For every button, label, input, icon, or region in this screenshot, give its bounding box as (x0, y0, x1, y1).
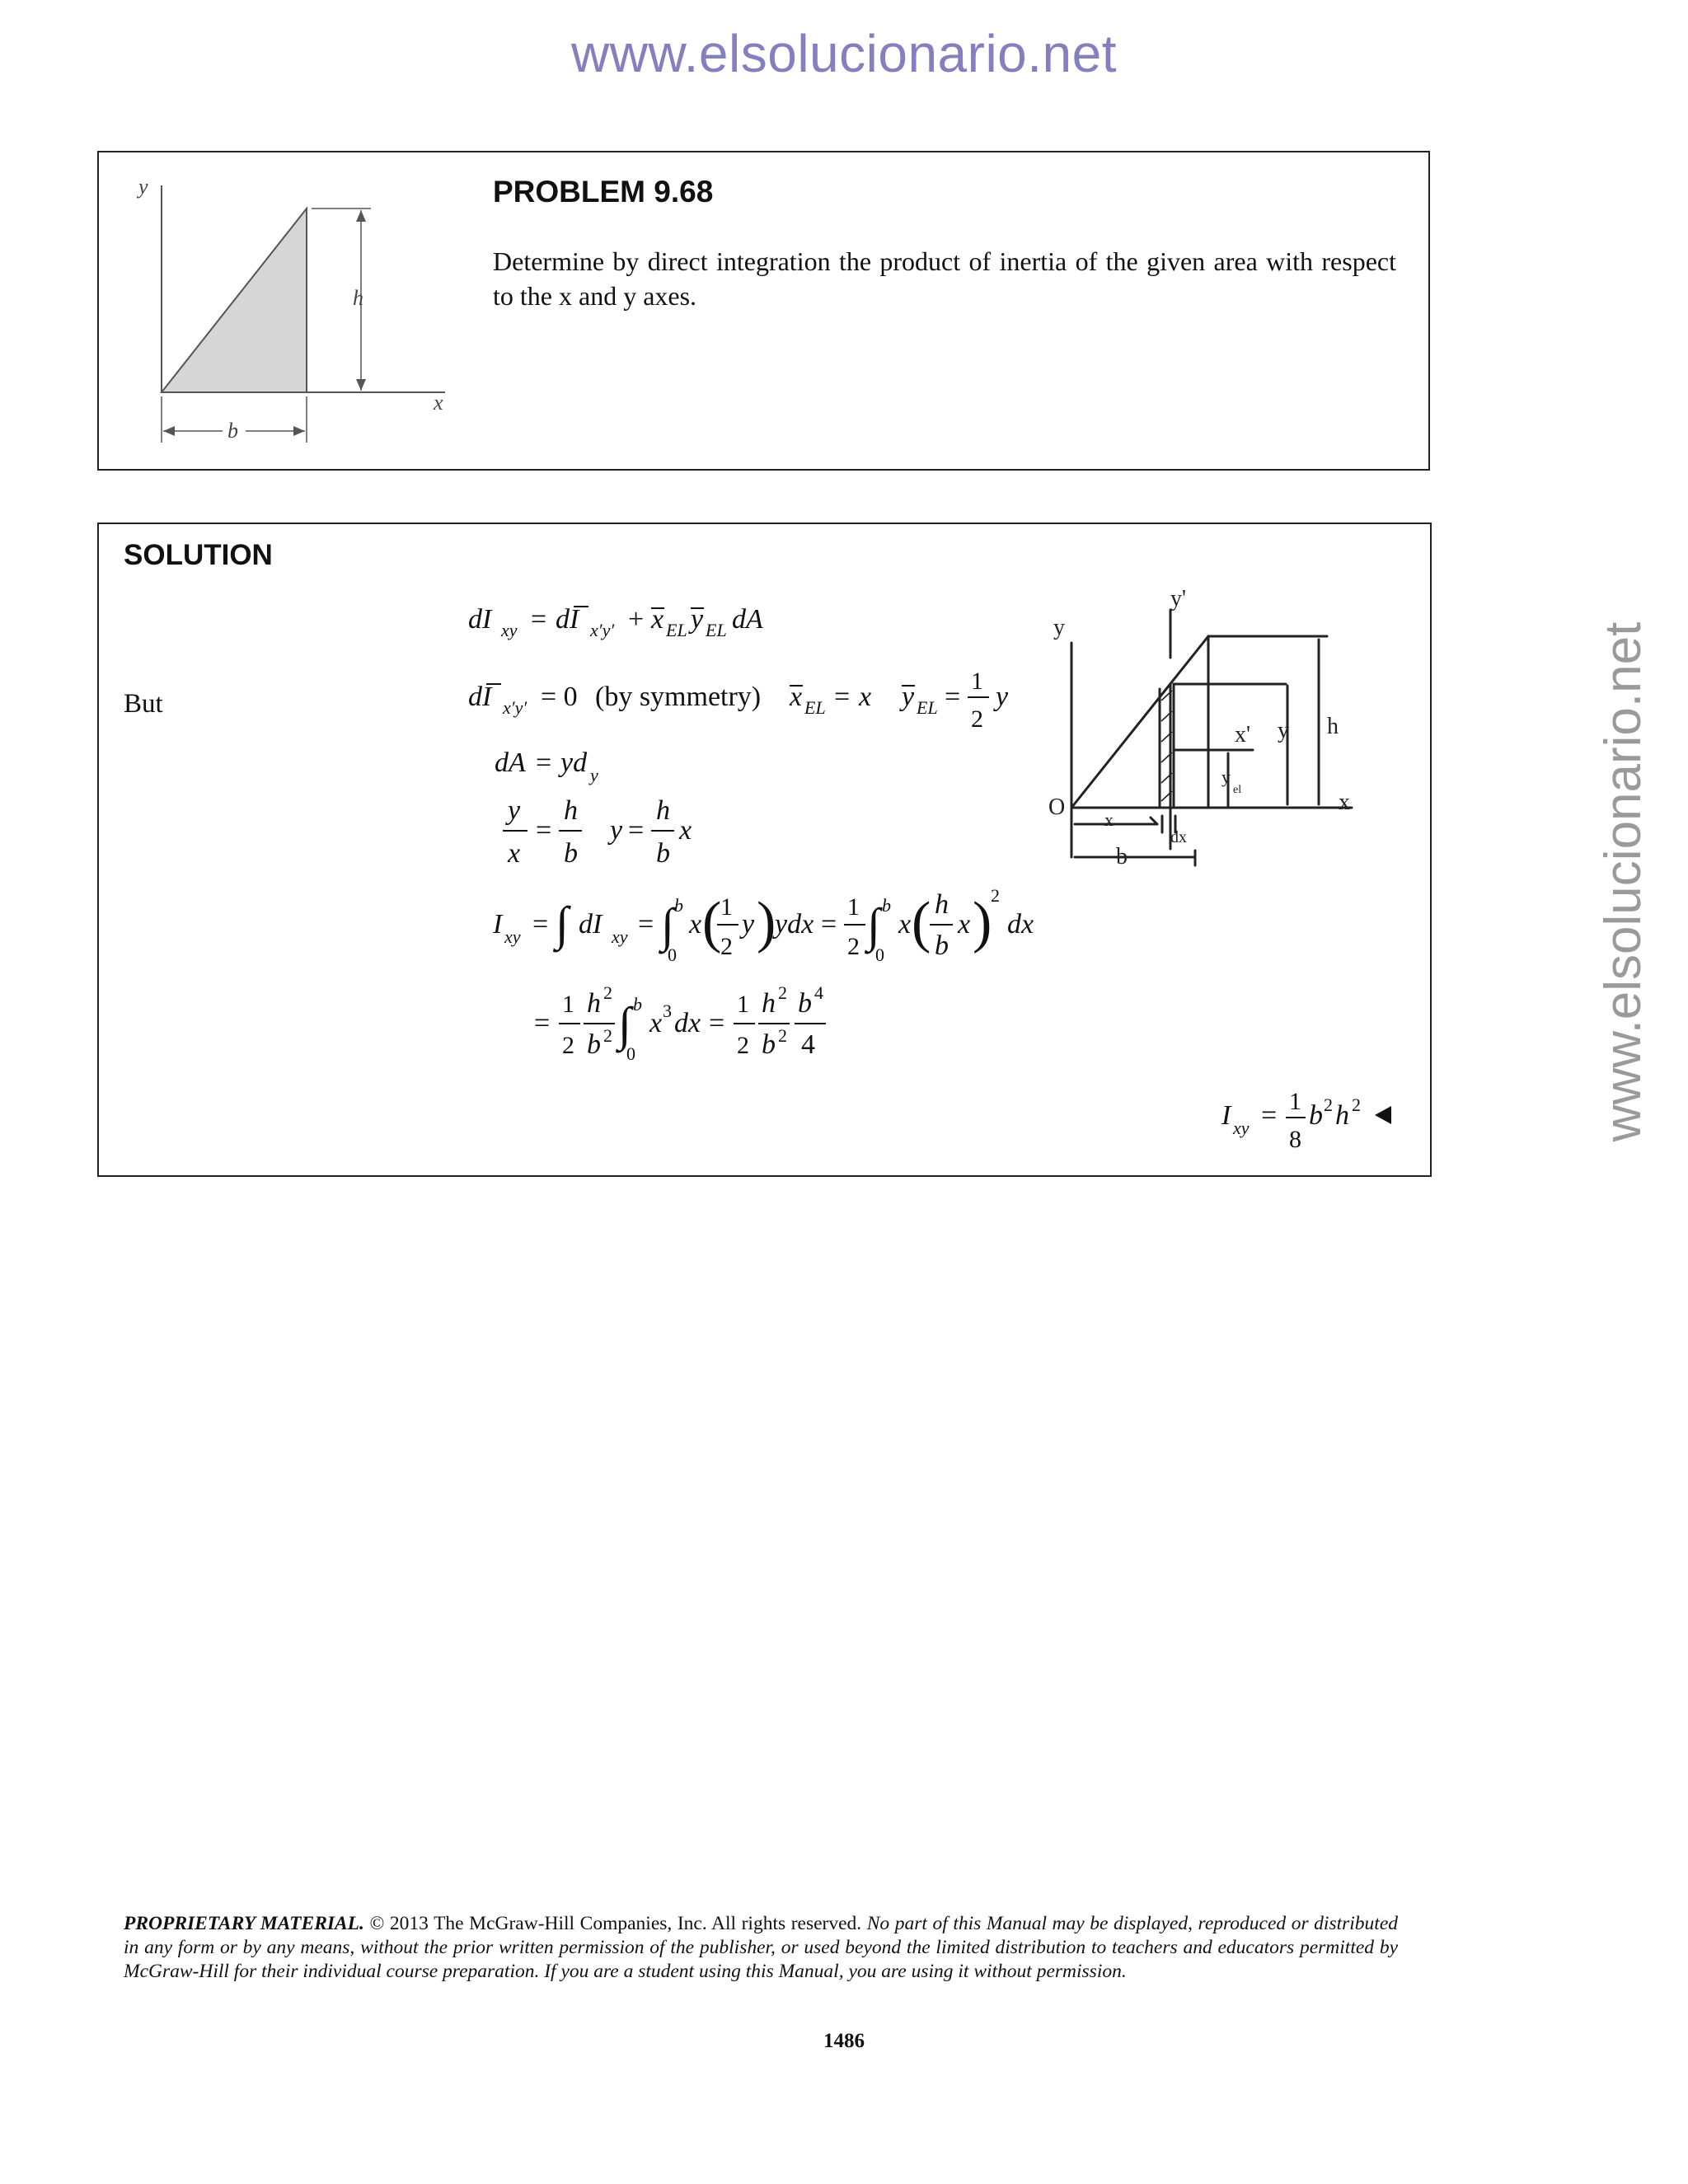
solution-title: SOLUTION (124, 539, 273, 571)
svg-text:x: x (898, 909, 912, 940)
svg-text:b: b (1309, 1100, 1323, 1131)
problem-title: PROBLEM 9.68 (493, 175, 714, 209)
but-label: But (124, 689, 163, 719)
svg-text:2: 2 (778, 1025, 787, 1046)
svg-text:x′y′: x′y′ (503, 697, 528, 718)
svg-text:=: = (834, 682, 851, 712)
svg-text:∫: ∫ (556, 897, 569, 950)
sketch-label-yprime: y' (1170, 586, 1187, 612)
fig-label-x: x (434, 391, 443, 415)
svg-text:1: 1 (847, 893, 860, 921)
symmetry-note: (by symmetry) (595, 682, 762, 712)
svg-text:h: h (564, 795, 578, 826)
fig-label-b: b (227, 419, 238, 443)
svg-text:(: ( (912, 891, 931, 954)
svg-text:dx: dx (674, 1008, 701, 1038)
sketch-label-y: y (1053, 615, 1065, 640)
svg-text:1: 1 (971, 668, 983, 695)
svg-text:3: 3 (663, 1001, 672, 1021)
sketch-label-b: b (1116, 844, 1128, 869)
solution-sketch (1047, 585, 1376, 874)
svg-text:x: x (649, 1008, 663, 1038)
svg-text:xy: xy (612, 926, 628, 947)
final-answer (1220, 1085, 1401, 1159)
svg-text:y: y (902, 682, 915, 712)
svg-text:h: h (656, 795, 670, 826)
svg-text:b: b (882, 895, 891, 916)
problem-figure (124, 169, 470, 449)
svg-text:=: = (945, 682, 961, 712)
equation-2 (467, 664, 1027, 738)
copyright-footer (124, 1912, 1398, 1984)
sketch-label-yel: y (1221, 766, 1231, 787)
problem-statement: Determine by direct integration the product of inertia of the given area with respect to the x and y axes. (493, 246, 1396, 311)
svg-text:h: h (762, 988, 776, 1019)
svg-text:1: 1 (720, 893, 733, 921)
svg-text:=: = (709, 1008, 725, 1038)
svg-text:(: ( (702, 891, 722, 954)
svg-text:∫: ∫ (867, 898, 880, 952)
svg-text:y: y (508, 795, 521, 826)
svg-text:y: y (691, 604, 704, 635)
svg-text:+: + (628, 604, 645, 635)
page-number: 1486 (823, 2030, 865, 2052)
svg-text:=: = (536, 815, 552, 846)
equation-3 (493, 742, 658, 791)
svg-text:h: h (935, 889, 949, 920)
svg-text:y: y (590, 765, 598, 785)
equation-1 (467, 595, 780, 644)
svg-text:b: b (798, 988, 812, 1019)
svg-text:EL: EL (666, 620, 687, 640)
svg-text:yd: yd (560, 748, 588, 778)
svg-text:2: 2 (847, 933, 860, 960)
svg-text:8: 8 (1289, 1126, 1301, 1153)
sketch-label-yel-sub: el (1233, 784, 1242, 796)
svg-text:x′y′: x′y′ (590, 620, 615, 640)
svg-text:xy: xy (504, 926, 521, 947)
svg-text:b: b (564, 838, 578, 869)
svg-text:=: = (531, 604, 547, 635)
svg-text:=: = (821, 909, 837, 940)
svg-text:b: b (935, 930, 949, 961)
svg-text:EL: EL (804, 697, 826, 718)
svg-text:0: 0 (668, 944, 677, 965)
svg-text:x: x (689, 909, 702, 940)
svg-text:x: x (859, 682, 872, 712)
svg-text:dA: dA (732, 604, 763, 635)
svg-text:h: h (1335, 1100, 1349, 1131)
svg-text:1: 1 (737, 991, 749, 1018)
watermark-side: www.elsolucionario.net (1595, 621, 1652, 1142)
svg-text:y: y (742, 909, 755, 940)
watermark-top: www.elsolucionario.net (571, 24, 1117, 83)
svg-text:2: 2 (991, 885, 1000, 906)
svg-text:): ) (757, 891, 776, 954)
svg-text:2: 2 (737, 1032, 749, 1059)
svg-text:EL: EL (706, 620, 727, 640)
svg-text:=: = (534, 1008, 551, 1038)
svg-text:b: b (762, 1029, 776, 1060)
svg-text:b: b (587, 1029, 601, 1060)
svg-text:2: 2 (720, 933, 733, 960)
equation-4 (503, 790, 717, 872)
svg-text:I: I (1221, 1100, 1231, 1131)
svg-text:h: h (587, 988, 601, 1019)
svg-text:0: 0 (875, 944, 884, 965)
svg-text:dx: dx (1007, 909, 1034, 940)
fig-label-h: h (353, 286, 363, 310)
svg-text:ydx: ydx (775, 909, 814, 940)
sketch-label-h: h (1327, 714, 1339, 739)
svg-text:=: = (532, 909, 549, 940)
sketch-label-xdim: x (1104, 809, 1114, 830)
svg-text:dI: dI (579, 909, 603, 940)
equation-6 (532, 981, 862, 1071)
svg-text:x: x (958, 909, 971, 940)
svg-text:x: x (679, 815, 692, 846)
svg-text:2: 2 (603, 1025, 612, 1046)
svg-text:=: = (628, 815, 645, 846)
svg-text:EL: EL (917, 697, 938, 718)
svg-text:2: 2 (562, 1032, 574, 1059)
svg-text:4: 4 (801, 1029, 815, 1060)
equation-5 (491, 882, 1068, 981)
svg-text:dI: dI (468, 604, 492, 635)
svg-text:2: 2 (778, 982, 787, 1003)
svg-text:= 0: = 0 (541, 682, 578, 712)
svg-text:2: 2 (1324, 1094, 1333, 1115)
svg-text:∫: ∫ (661, 898, 674, 952)
svg-text:x: x (790, 682, 803, 712)
sketch-label-x: x (1339, 790, 1350, 815)
svg-text:=: = (1261, 1100, 1278, 1131)
svg-text:x: x (508, 838, 521, 869)
svg-text:y: y (996, 682, 1009, 712)
svg-text:1: 1 (562, 991, 574, 1018)
sketch-label-o: O (1048, 794, 1066, 820)
sketch-label-dx: dx (1170, 828, 1187, 846)
svg-text:y: y (610, 815, 623, 846)
svg-text:4: 4 (814, 982, 823, 1003)
svg-text:xy: xy (1233, 1118, 1250, 1138)
footer-italic: No part of this Manual may be displayed, reproduced or distributed in any form or by any means, without the prior written permission of the publisher, or used beyond the limited distribution to teachers and educators permitted by McGraw-Hill for their individual course preparation. If you are a student using this Manual, you are using it without permission. (124, 1913, 1399, 1982)
fig-label-y: y (138, 175, 148, 199)
svg-text:x: x (651, 604, 664, 635)
svg-text:b: b (674, 895, 683, 916)
footer-bold-lead: PROPRIETARY MATERIAL. (124, 1913, 364, 1934)
footer-normal: © 2013 The McGraw-Hill Companies, Inc. All rights reserved. (363, 1913, 867, 1934)
sketch-label-y2: y (1278, 718, 1289, 743)
svg-text:0: 0 (626, 1043, 635, 1064)
svg-text:1: 1 (1289, 1088, 1301, 1115)
svg-text:dA: dA (495, 748, 526, 778)
svg-text:=: = (536, 748, 552, 778)
svg-text:b: b (633, 994, 642, 1015)
svg-text:2: 2 (1352, 1094, 1361, 1115)
svg-text:=: = (638, 909, 654, 940)
svg-text:2: 2 (971, 705, 983, 733)
svg-text:∫: ∫ (618, 997, 631, 1051)
svg-text:2: 2 (603, 982, 612, 1003)
sketch-label-xprime: x' (1235, 722, 1251, 748)
svg-text:I: I (493, 909, 503, 940)
svg-text:dI: dI (468, 682, 492, 712)
svg-text:xy: xy (501, 620, 518, 640)
svg-text:dI: dI (556, 604, 579, 635)
svg-text:): ) (973, 891, 992, 954)
svg-text:b: b (656, 838, 670, 869)
